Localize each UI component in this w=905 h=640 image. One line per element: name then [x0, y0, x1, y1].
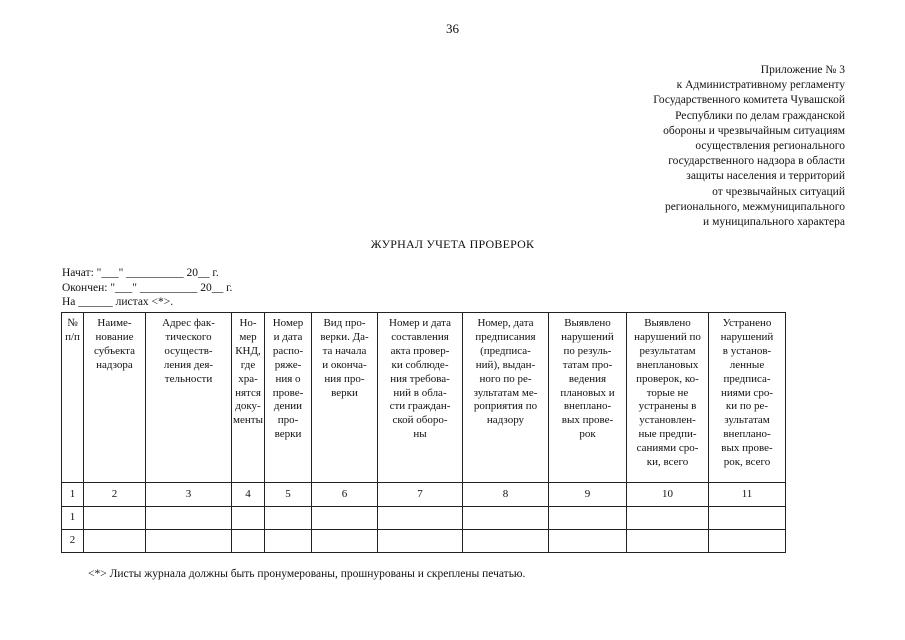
column-header — [232, 313, 265, 483]
table-cell — [463, 530, 549, 553]
column-header — [62, 313, 84, 483]
table-row — [62, 507, 786, 530]
column-header-line: дении — [273, 400, 303, 413]
column-header-line: внеплано- — [723, 428, 771, 441]
appendix-line: Приложение № 3 — [760, 64, 845, 76]
column-header-line: та начала — [322, 344, 367, 357]
column-number: 6 — [312, 483, 378, 507]
column-number: 1 — [62, 483, 84, 507]
column-header-line: ний), выдан- — [475, 358, 536, 371]
table-cell — [232, 507, 265, 530]
table-cell — [463, 507, 549, 530]
column-header-line: № — [67, 317, 78, 329]
column-header-line: и оконча- — [322, 358, 367, 371]
column-header-line: распо- — [272, 344, 304, 357]
row-number-cell: 2 — [62, 530, 84, 553]
column-header-line: верки — [274, 428, 302, 441]
column-header-line: сти граждан- — [389, 400, 451, 413]
column-header-line: устранены в — [638, 400, 697, 413]
column-header-line: и дата — [273, 330, 303, 343]
column-header-line: нарушений — [561, 330, 614, 343]
column-header-line: вых прове- — [721, 442, 773, 455]
table-row — [62, 530, 786, 553]
column-header-line: по резуль- — [563, 344, 612, 357]
column-header — [709, 313, 786, 483]
column-header-line: плановых и — [560, 386, 615, 399]
appendix-block — [653, 63, 845, 230]
column-header-line: зультатам ме- — [473, 386, 538, 399]
appendix-line: Республики по делам гражданской — [675, 109, 845, 122]
column-header-line: Наиме- — [97, 317, 132, 329]
column-header-line: Устранено — [722, 317, 772, 329]
column-header-line: ниями сро- — [721, 386, 773, 399]
column-header-line: Но- — [239, 317, 257, 329]
column-header-line: ного по ре- — [479, 372, 532, 385]
column-number: 5 — [265, 483, 312, 507]
column-header-line: в установ- — [722, 344, 772, 357]
table-cell — [84, 507, 146, 530]
column-number: 9 — [549, 483, 627, 507]
column-header-line: нарушений по — [634, 330, 701, 343]
column-header-line: осуществ- — [164, 344, 213, 357]
table-cell — [709, 507, 786, 530]
column-header-line: внеплано- — [563, 400, 612, 413]
appendix-line: регионального, межмуниципального — [664, 200, 845, 213]
column-number: 11 — [709, 483, 786, 507]
table-cell — [709, 530, 786, 553]
column-header-line: ленные — [729, 358, 765, 371]
column-header-line: ряже- — [274, 358, 302, 371]
column-header-line: ний в обла- — [393, 386, 447, 399]
table-cell — [265, 507, 312, 530]
row-number-cell: 1 — [62, 507, 84, 530]
column-header-line: где — [240, 358, 256, 371]
column-header-line: Выявлено — [564, 317, 611, 329]
column-header — [549, 313, 627, 483]
table-cell — [378, 507, 463, 530]
column-header-line: доку- — [235, 400, 261, 413]
header-row — [62, 313, 786, 483]
column-number: 4 — [232, 483, 265, 507]
column-header-line: ны — [413, 428, 427, 441]
column-header-line: надзора — [96, 358, 133, 371]
column-header-line: надзору — [486, 414, 525, 427]
column-header-line: ки по ре- — [725, 400, 769, 413]
column-header-line: ные предпи- — [638, 428, 697, 441]
table-cell — [312, 507, 378, 530]
column-header-line: ления дея- — [163, 358, 214, 371]
column-header-line: ния про- — [324, 372, 365, 385]
column-header — [84, 313, 146, 483]
column-header — [378, 313, 463, 483]
page-number: 36 — [446, 21, 459, 36]
column-header — [627, 313, 709, 483]
column-header-line: предписа- — [723, 372, 771, 385]
table-cell — [312, 530, 378, 553]
column-header-line: про- — [277, 414, 299, 427]
column-header-line: акта провер- — [390, 344, 450, 357]
table-cell — [549, 530, 627, 553]
appendix-line: осуществления регионального — [695, 140, 845, 153]
column-header — [265, 313, 312, 483]
column-header-line: нарушений — [720, 330, 774, 343]
column-header-line: Вид про- — [323, 317, 366, 329]
column-header-line: рок, всего — [723, 456, 771, 469]
column-header-line: (предписа- — [480, 344, 531, 357]
column-header-line: верки. Да- — [320, 330, 369, 343]
column-header-line: тического — [165, 330, 212, 343]
column-header-line: проверок, ко- — [636, 372, 699, 385]
column-header-line: внеплановых — [636, 358, 699, 371]
column-header-line: предписания — [475, 330, 536, 343]
finished-line: Окончен: "___" __________ 20__ г. — [62, 281, 233, 294]
table-cell — [232, 530, 265, 553]
column-header-line: КНД, — [235, 344, 261, 357]
column-header-line: Номер и дата — [389, 317, 451, 329]
column-number: 7 — [378, 483, 463, 507]
appendix-line: Государственного комитета Чувашской — [653, 94, 845, 107]
column-header-line: ки соблюде- — [391, 358, 449, 371]
appendix-line: защиты населения и территорий — [686, 170, 845, 183]
appendix-line: от чрезвычайных ситуаций — [712, 185, 845, 198]
column-header — [463, 313, 549, 483]
table-cell — [84, 530, 146, 553]
column-header-line: Номер, дата — [477, 317, 534, 329]
column-number: 3 — [146, 483, 232, 507]
column-header-line: результатам — [639, 344, 696, 357]
inspections-journal-table — [61, 312, 786, 553]
column-header — [312, 313, 378, 483]
started-line: Начат: "___" __________ 20__ г. — [62, 267, 219, 279]
table-cell — [146, 530, 232, 553]
appendix-line: обороны и чрезвычайным ситуациям — [663, 124, 845, 137]
column-header-line: ской оборо- — [392, 414, 448, 427]
table-cell — [627, 507, 709, 530]
column-header-line: вых прове- — [561, 414, 614, 427]
column-header-line: ведения — [568, 372, 607, 385]
column-header-line: верки — [331, 386, 358, 399]
column-header-line: Адрес фак- — [162, 317, 215, 329]
document-title: ЖУРНАЛ УЧЕТА ПРОВЕРОК — [370, 237, 535, 251]
table-cell — [378, 530, 463, 553]
column-number: 8 — [463, 483, 549, 507]
column-header-line: нятся — [235, 386, 261, 399]
table-cell — [549, 507, 627, 530]
column-number-row — [62, 483, 786, 507]
journal-meta — [62, 266, 232, 310]
table-cell — [627, 530, 709, 553]
column-header-line: прове- — [272, 386, 304, 399]
column-header-line: торые не — [646, 386, 689, 399]
column-header-line: саниями сро- — [636, 442, 699, 455]
column-number: 10 — [627, 483, 709, 507]
column-header-line: тельности — [164, 372, 213, 385]
column-header — [146, 313, 232, 483]
sheets-line: На ______ листах <*>. — [62, 296, 174, 308]
column-header-line: хра- — [238, 372, 258, 385]
column-header-line: рок — [579, 428, 596, 441]
column-header-line: установлен- — [639, 414, 696, 427]
column-header-line: зультатам — [724, 414, 770, 427]
appendix-line: и муниципального характера — [703, 216, 845, 229]
column-header-line: ния требова- — [390, 372, 450, 385]
column-header-line: субъекта — [93, 344, 135, 357]
table-cell — [146, 507, 232, 530]
appendix-line: к Административному регламенту — [676, 79, 845, 92]
column-header-line: Выявлено — [644, 317, 691, 329]
table-cell — [265, 530, 312, 553]
appendix-line: государственного надзора в области — [668, 155, 845, 168]
column-header-line: ния о — [275, 372, 301, 385]
column-header-line: ки, всего — [646, 456, 689, 469]
column-header-line: роприятия по — [473, 400, 538, 413]
column-header-line: мер — [239, 330, 257, 343]
column-header-line: татам про- — [562, 358, 613, 371]
column-header-line: составления — [391, 330, 449, 343]
column-header-line: п/п — [65, 330, 80, 343]
column-header-line: менты — [233, 414, 263, 427]
column-number: 2 — [84, 483, 146, 507]
column-header-line: Номер — [272, 317, 304, 329]
footnote: <*> Листы журнала должны быть пронумерованы, прошнурованы и скреплены печатью. — [88, 568, 526, 580]
column-header-line: нование — [95, 330, 134, 343]
